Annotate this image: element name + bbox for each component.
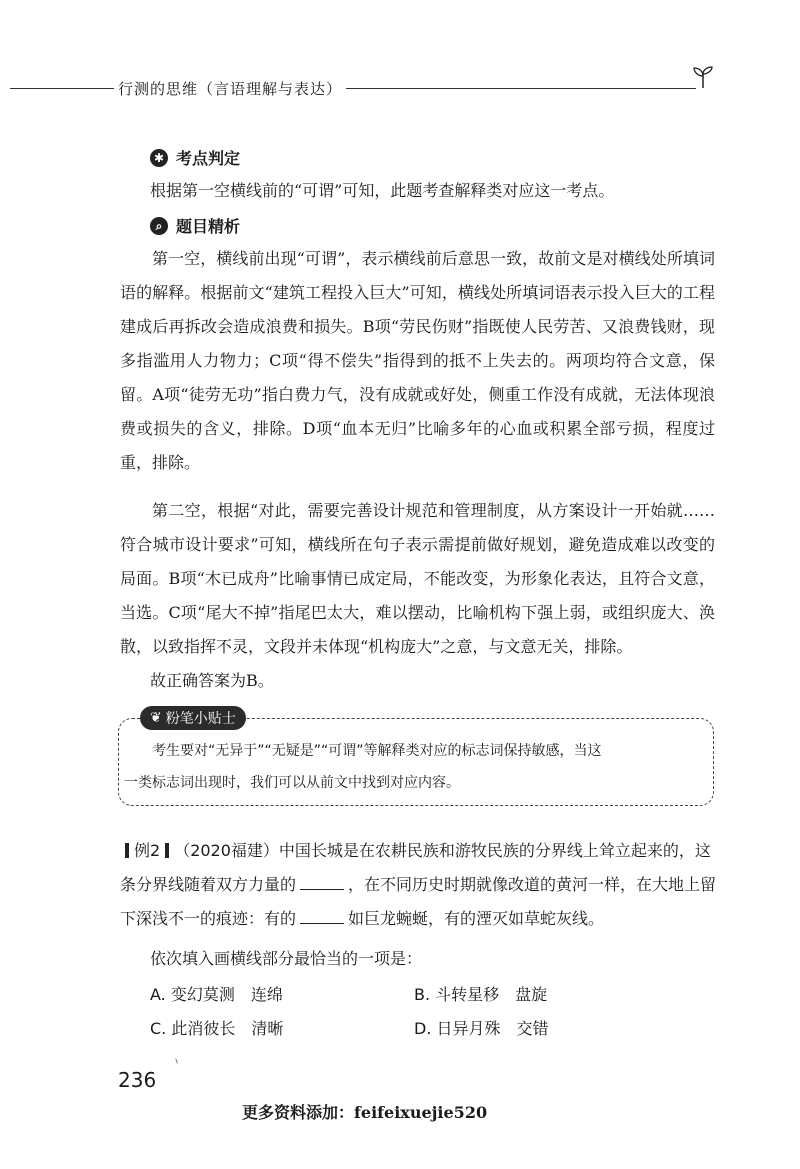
- answer-blank-1: [300, 873, 344, 890]
- section-heading-explanation: [150, 214, 240, 237]
- example-label: 例2: [134, 841, 161, 860]
- example-question: [120, 834, 720, 936]
- tip-line-1: 考生要对“无异于”“无疑是”“可谓”等解释类对应的标志词保持敏感，当这: [152, 743, 602, 759]
- answer-line: 故正确答案为B。: [150, 671, 274, 690]
- sprout-icon: ❦: [150, 710, 162, 726]
- header-rule-right: [316, 88, 696, 89]
- option-a: A. 变幻莫测 连绵: [150, 985, 283, 1004]
- example-source: （2020福建）: [174, 841, 279, 860]
- explanation-paragraph-1: 第一空，横线前出现“可谓”，表示横线前后意思一致，故前文是对横线处所填词语的解释。根据前文“建筑工程投入巨大”可知，横线处所填词语表示投入巨大的工程建成后再拆改会造成浪费和损失。B项“劳民伤财”指既使人民劳苦、又浪费钱财，现多指滥用人力物力；C项“得不偿失”指得到的抵不上失去的。两项均符合文意，保留。A项“徒劳无功”指白费力气，没有成就或好处，侧重工作没有成就，无法体现浪费或损失的含义，排除。D项“血本无归”比喻多年的心血或积累全部亏损，程度过重，排除。: [120, 249, 715, 472]
- page-number: 236: [118, 1068, 157, 1092]
- section-heading-text: 题目精析: [176, 217, 241, 236]
- header-rule-left: [10, 88, 114, 89]
- gear-icon: ✱: [150, 149, 168, 167]
- example-text-3: 如巨龙蜿蜒，有的湮灭如草蛇灰线。: [348, 909, 605, 928]
- tip-label: [140, 706, 246, 730]
- example-text-2: ，在不同历史时期就像改道的黄河一样，在大地上留下深浅不一的痕迹：有的: [120, 875, 717, 928]
- magnifier-icon: ⌕: [150, 217, 168, 235]
- header-title: 行测的思维（言语理解与表达）: [114, 78, 346, 99]
- tip-line-2: 一类标志词出现时，我们可以从前文中找到对应内容。: [124, 775, 460, 791]
- bracket-bar-icon: [125, 843, 129, 858]
- scan-mark: [175, 1057, 180, 1063]
- option-d: D. 日异月殊 交错: [414, 1019, 549, 1038]
- option-c: C. 此消彼长 清晰: [150, 1019, 284, 1038]
- answer-blank-2: [300, 907, 344, 924]
- watermark-text: 更多资料添加：feifeixuejie520: [242, 1103, 488, 1122]
- option-b: B. 斗转星移 盘旋: [414, 985, 548, 1004]
- tip-label-text: 粉笔小贴士: [165, 711, 236, 727]
- bracket-bar-icon: [165, 843, 169, 858]
- sprout-icon: [690, 64, 716, 90]
- explanation-paragraph-2: 第二空，根据“对此，需要完善设计规范和管理制度，从方案设计一开始就……符合城市设计要求”可知，横线所在句子表示需提前做好规划，避免造成难以改变的局面。B项“木已成舟”比喻事情已成定局，不能改变，为形象化表达，且符合文意，当选。C项“尾大不掉”指尾巴太大，难以摆动，比喻机构下强上弱，或组织庞大、涣散，以致指挥不灵，文段并未体现“机构庞大”之意，与文意无关，排除。: [120, 501, 715, 656]
- example-text-1: 中国长城是在农耕民族和游牧民族的分界线上耸立起来的，这条分界线随着双方力量的: [120, 841, 711, 894]
- example-instruction: 依次填入画横线部分最恰当的一项是：: [150, 949, 423, 968]
- analysis-text: 根据第一空横线前的“可谓”可知，此题考查解释类对应这一考点。: [150, 181, 615, 200]
- section-heading-analysis: [150, 146, 240, 169]
- section-heading-text: 考点判定: [176, 149, 241, 168]
